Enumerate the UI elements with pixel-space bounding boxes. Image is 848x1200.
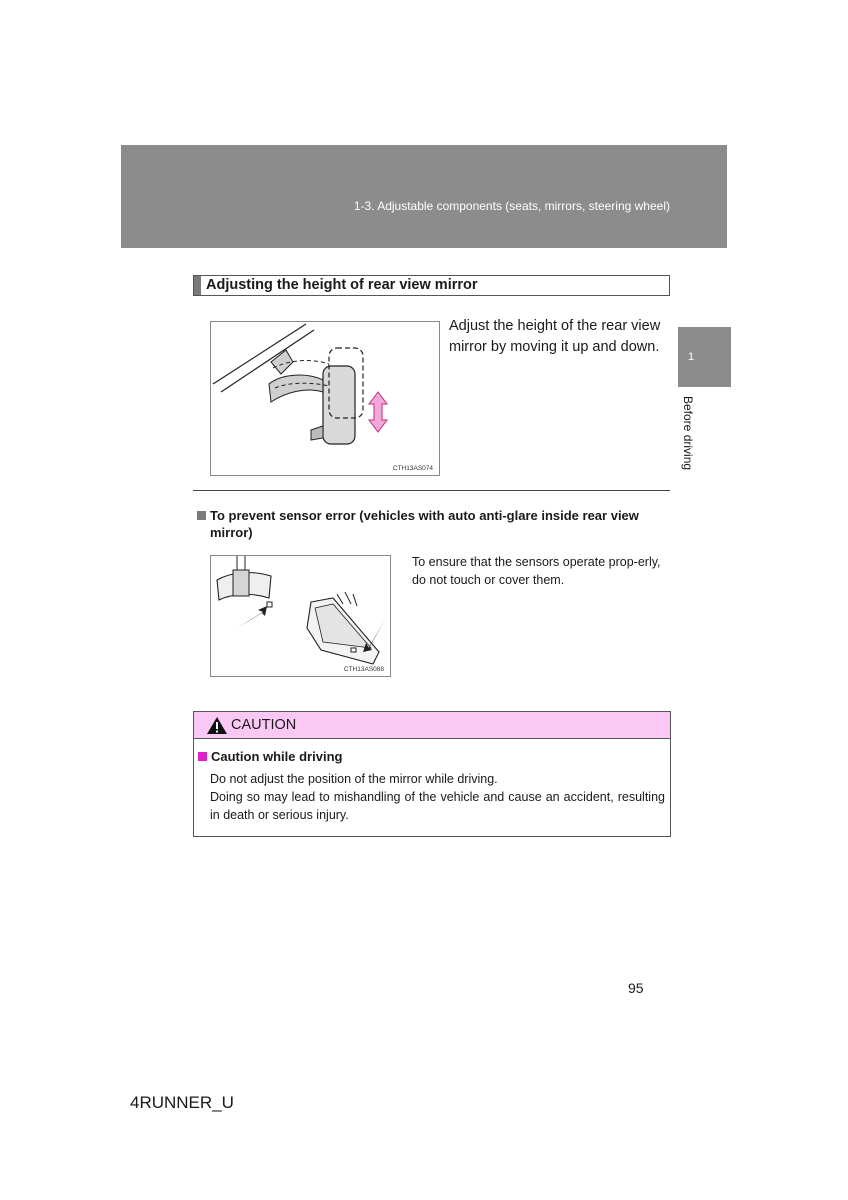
caution-line-1: Do not adjust the position of the mirror while driving. <box>210 772 498 786</box>
sensor-heading <box>197 507 672 541</box>
footer-model: 4RUNNER_U <box>130 1093 234 1112</box>
sensor-heading-line2: mirror) <box>210 525 253 540</box>
section-title: Adjusting the height of rear view mirror <box>206 277 478 293</box>
mirror-height-illustration <box>210 321 440 476</box>
heading-marker <box>194 276 201 295</box>
figure-code: CTH13AS088 <box>343 666 384 673</box>
adjust-instruction: Adjust the height of the rear view mirror by moving it up and down. <box>449 318 661 355</box>
header-band <box>121 145 727 248</box>
sensor-instruction: To ensure that the sensors operate prop-erly, do not touch or cover them. <box>412 555 661 587</box>
divider <box>193 490 670 491</box>
sensor-heading-line1: To prevent sensor error (vehicles with auto anti-glare inside rear view <box>210 508 639 523</box>
sensor-illustration <box>210 555 391 677</box>
figure-code: CTH13AS074 <box>392 465 433 472</box>
chapter-label: Before driving <box>681 396 695 471</box>
chapter-number: 1 <box>688 351 695 363</box>
caution-box <box>193 711 671 837</box>
bullet-square <box>197 511 206 520</box>
caution-header <box>194 712 670 739</box>
warning-triangle-icon <box>206 716 228 735</box>
caution-line-2: Doing so may lead to mishandling of the vehicle and cause an accident, resulting in death or serious injury. <box>210 790 665 822</box>
caution-body <box>210 770 665 824</box>
caution-subheading-text: Caution while driving <box>211 749 343 764</box>
mirror-height-drawing <box>211 322 439 475</box>
caution-subheading <box>198 749 342 764</box>
page-number: 95 <box>628 980 644 996</box>
bullet-square <box>198 752 207 761</box>
up-down-arrow-icon <box>369 392 387 432</box>
sensor-drawing <box>211 556 390 676</box>
chapter-tab <box>678 327 731 387</box>
breadcrumb: 1-3. Adjustable components (seats, mirrors, steering wheel) <box>353 199 670 213</box>
section-heading <box>193 275 670 296</box>
caution-title: CAUTION <box>231 717 297 733</box>
